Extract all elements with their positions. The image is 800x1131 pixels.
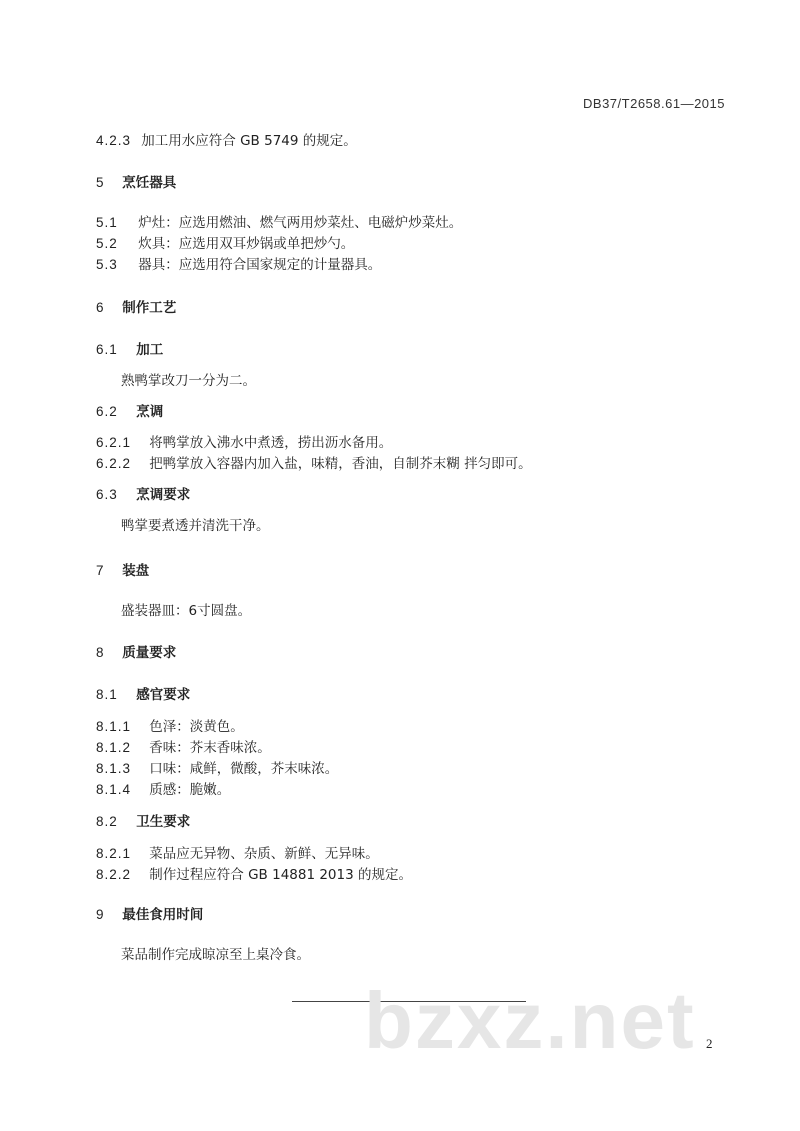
clause-number: 8.1.2 xyxy=(96,740,132,755)
section-6-1-heading xyxy=(96,341,163,359)
clause-number: 6.2.1 xyxy=(96,435,132,450)
document-code: DB37/T2658.61—2015 xyxy=(583,96,725,111)
page-number: 2 xyxy=(706,1036,713,1051)
section-title: 装盘 xyxy=(122,563,150,579)
clause-number: 8.1.3 xyxy=(96,761,132,776)
clause-number: 8.2.1 xyxy=(96,846,132,861)
section-title: 制作工艺 xyxy=(122,300,177,316)
section-6-2-heading xyxy=(96,403,163,421)
clause-text: 香味：芥末香味浓。 xyxy=(149,740,271,756)
section-number: 6.3 xyxy=(96,487,118,502)
clause-text: 质感：脆嫩。 xyxy=(149,782,231,798)
clause-text: 把鸭掌放入容器内加入盐，味精，香油，自制芥末糊 拌匀即可。 xyxy=(149,456,532,472)
clause-text: 炉灶：应选用燃油、燃气两用炒菜灶、电磁炉炒菜灶。 xyxy=(138,215,463,231)
clause-8-1-1 xyxy=(96,718,244,736)
clause-text: 色泽：淡黄色。 xyxy=(149,719,244,735)
section-title: 质量要求 xyxy=(122,645,177,661)
section-title: 烹调要求 xyxy=(136,487,191,503)
section-6-3-heading xyxy=(96,486,190,504)
section-number: 6.1 xyxy=(96,342,118,357)
section-title: 烹调 xyxy=(136,404,164,420)
section-number: 7 xyxy=(96,563,105,578)
clause-8-2-2 xyxy=(96,866,412,884)
section-number: 9 xyxy=(96,907,105,922)
clause-number: 6.2.2 xyxy=(96,456,132,471)
clause-6-2-2 xyxy=(96,455,532,473)
clause-6-2-1 xyxy=(96,434,392,452)
section-title: 最佳食用时间 xyxy=(122,907,204,923)
section-number: 8.1 xyxy=(96,687,118,702)
watermark: bzxz.net xyxy=(364,976,696,1065)
section-number: 5 xyxy=(96,175,105,190)
paragraph: 熟鸭掌改刀一分为二。 xyxy=(121,373,256,389)
section-title: 加工 xyxy=(136,342,164,358)
section-6-heading xyxy=(96,299,176,317)
clause-8-2-1 xyxy=(96,845,379,863)
section-title: 卫生要求 xyxy=(136,814,191,830)
clause-5-2 xyxy=(96,235,354,253)
clause-text: 炊具：应选用双耳炒锅或单把炒勺。 xyxy=(138,236,355,252)
clause-text: 器具：应选用符合国家规定的计量器具。 xyxy=(138,257,382,273)
clause-number: 8.1.1 xyxy=(96,719,132,734)
paragraph: 菜品制作完成晾凉至上桌冷食。 xyxy=(121,947,310,963)
section-9-heading xyxy=(96,906,203,924)
clause-5-1 xyxy=(96,214,462,232)
clause-4-2-3 xyxy=(96,132,357,150)
section-8-heading xyxy=(96,644,176,662)
clause-5-3 xyxy=(96,256,381,274)
section-number: 8.2 xyxy=(96,814,118,829)
clause-number: 5.1 xyxy=(96,215,118,230)
section-number: 6.2 xyxy=(96,404,118,419)
section-8-2-heading xyxy=(96,813,190,831)
clause-8-1-2 xyxy=(96,739,271,757)
clause-text: 将鸭掌放入沸水中煮透，捞出沥水备用。 xyxy=(149,435,393,451)
clause-number: 5.3 xyxy=(96,257,118,272)
section-7-heading xyxy=(96,562,149,580)
section-number: 6 xyxy=(96,300,105,315)
section-8-1-heading xyxy=(96,686,190,704)
clause-8-1-3 xyxy=(96,760,338,778)
section-number: 8 xyxy=(96,645,105,660)
clause-text: 菜品应无异物、杂质、新鲜、无异味。 xyxy=(149,846,379,862)
paragraph: 鸭掌要煮透并清洗干净。 xyxy=(121,518,270,534)
clause-text: 制作过程应符合 GB 14881 2013 的规定。 xyxy=(149,867,412,883)
clause-number: 8.1.4 xyxy=(96,782,132,797)
clause-text: 加工用水应符合 GB 5749 的规定。 xyxy=(141,133,357,149)
clause-number: 5.2 xyxy=(96,236,118,251)
clause-8-1-4 xyxy=(96,781,230,799)
section-title: 烹饪器具 xyxy=(122,175,177,191)
clause-text: 口味：咸鲜，微酸，芥末味浓。 xyxy=(149,761,339,777)
paragraph: 盛装器皿：6寸圆盘。 xyxy=(121,603,252,619)
clause-number: 8.2.2 xyxy=(96,867,132,882)
section-5-heading xyxy=(96,174,176,192)
clause-number: 4.2.3 xyxy=(96,133,132,148)
section-title: 感官要求 xyxy=(136,687,191,703)
